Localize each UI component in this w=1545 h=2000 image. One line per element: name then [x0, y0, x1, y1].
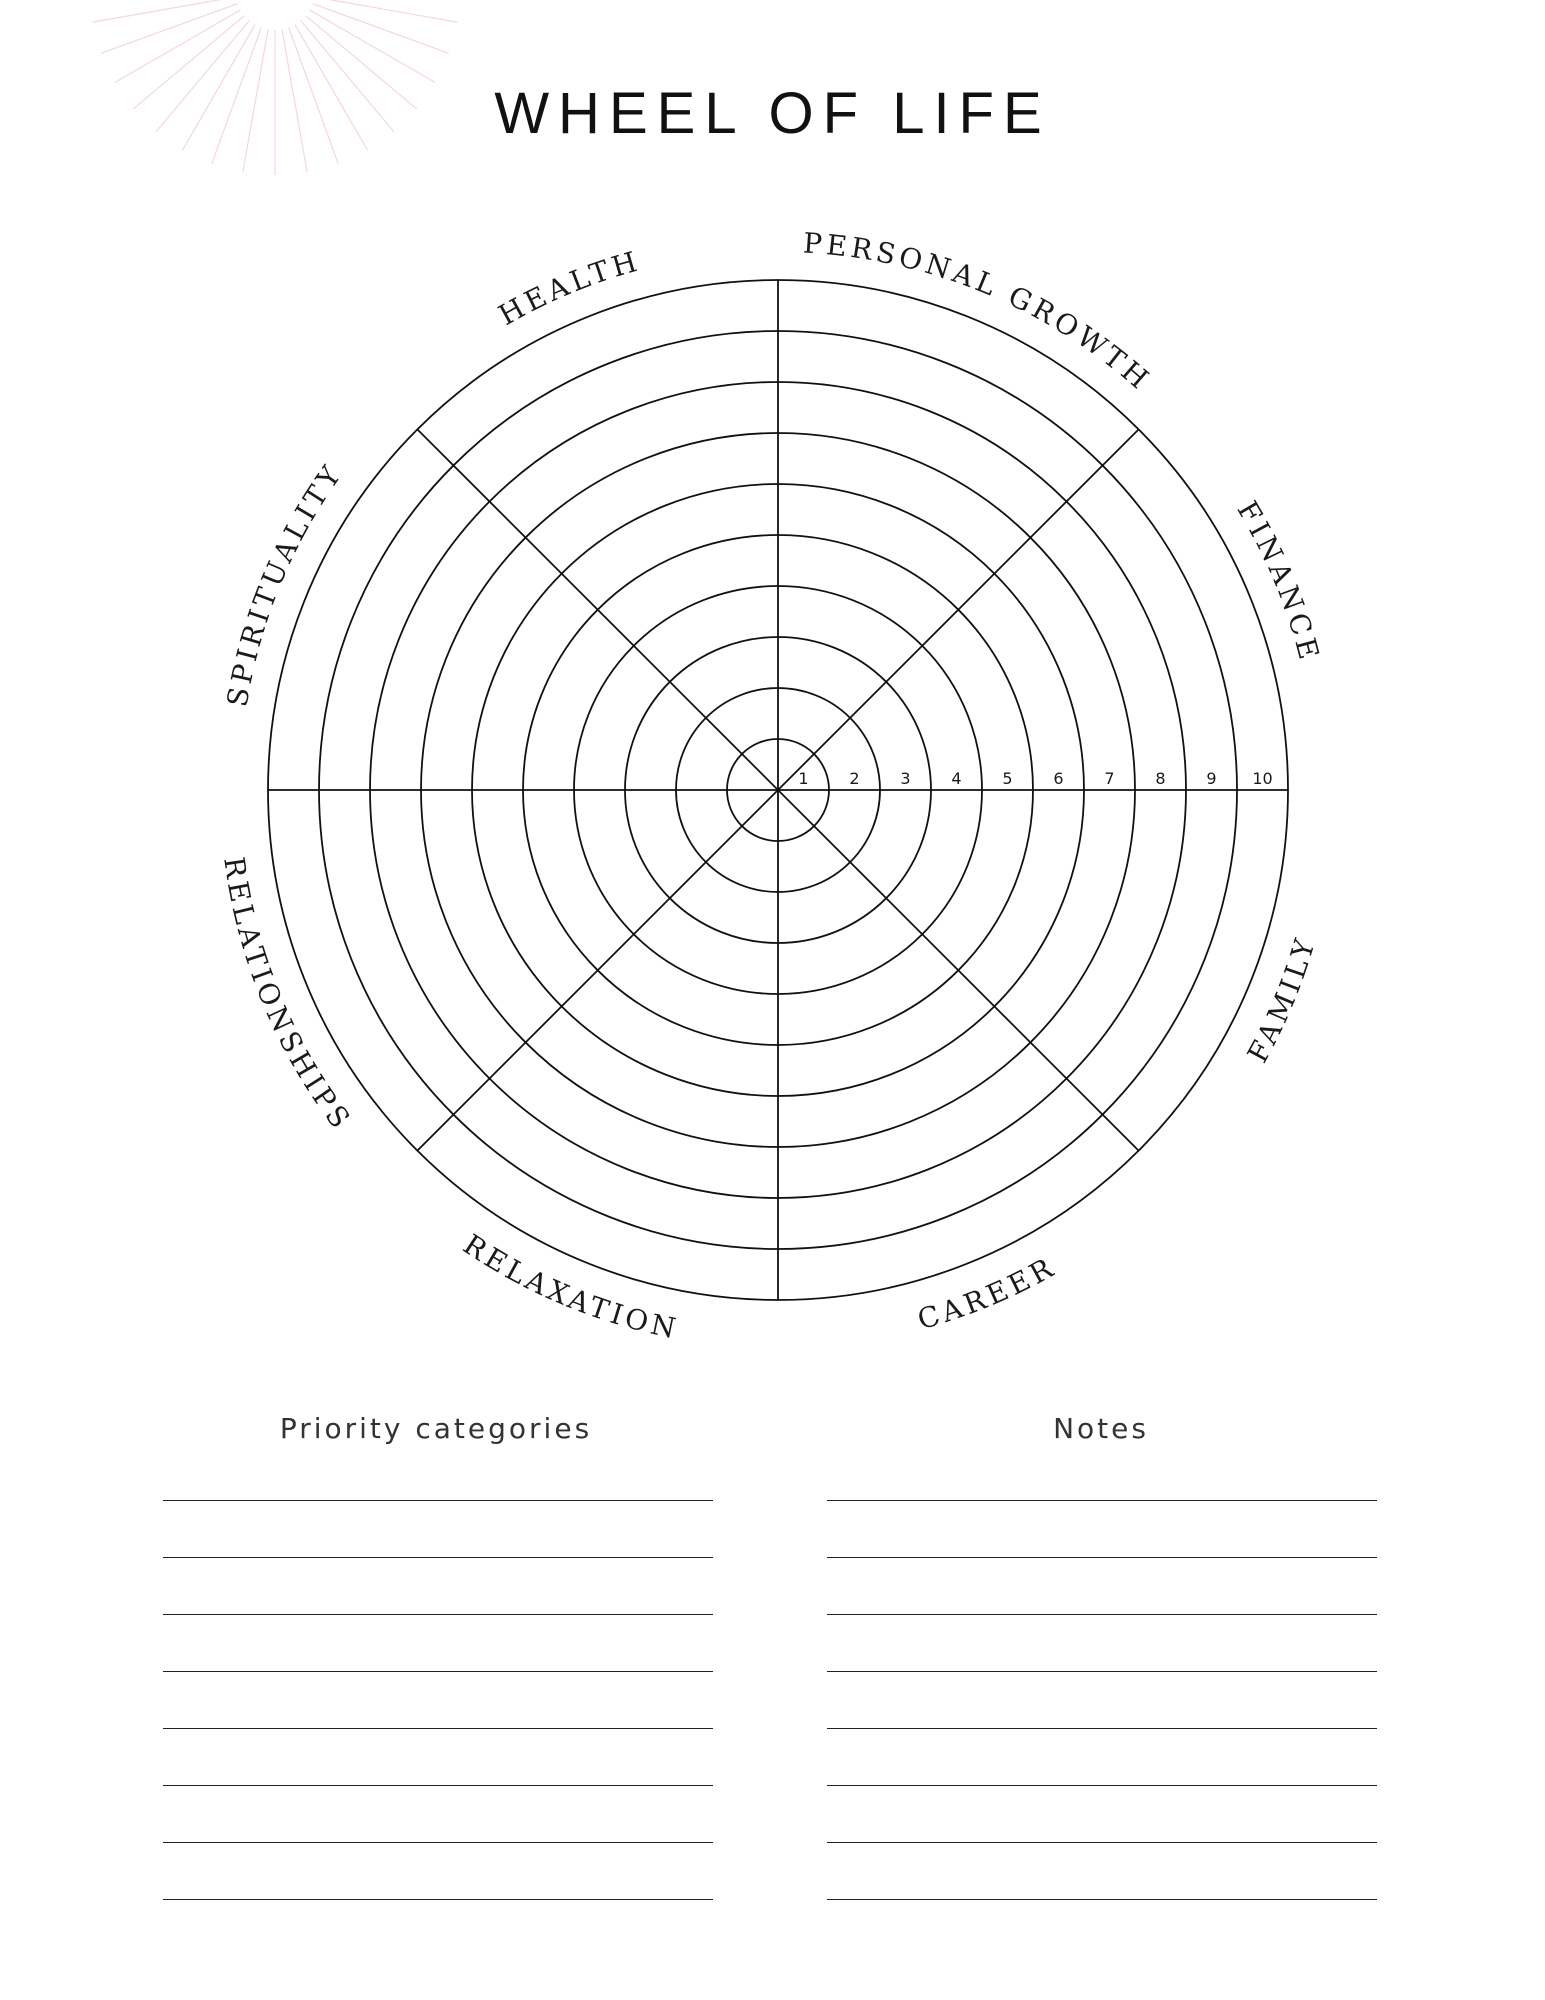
priority-categories-heading: Priority categories: [279, 1412, 593, 1445]
notes-line[interactable]: [827, 1899, 1377, 1900]
segment-label-family: FAMILY: [1240, 931, 1323, 1069]
scale-number-10: 10: [1252, 769, 1273, 788]
priority-line[interactable]: [163, 1842, 713, 1843]
scale-number-6: 6: [1053, 769, 1064, 788]
priority-line[interactable]: [163, 1785, 713, 1786]
priority-line[interactable]: [163, 1500, 713, 1501]
wheel-divider: [417, 429, 778, 790]
segment-label-relationships: RELATIONSHIPS: [217, 854, 359, 1138]
page-title: WHEEL OF LIFE: [494, 81, 1051, 146]
wheel-divider: [778, 790, 1139, 1151]
segment-label-finance: FINANCE: [1230, 495, 1327, 667]
notes-line[interactable]: [827, 1671, 1377, 1672]
segment-label-personal-growth: PERSONAL GROWTH: [802, 226, 1158, 398]
priority-line[interactable]: [163, 1899, 713, 1900]
segment-label-career: CAREER: [913, 1249, 1062, 1337]
priority-line[interactable]: [163, 1671, 713, 1672]
notes-line[interactable]: [827, 1500, 1377, 1501]
notes-line[interactable]: [827, 1785, 1377, 1786]
scale-number-7: 7: [1104, 769, 1115, 788]
scale-number-1: 1: [798, 769, 809, 788]
scale-number-4: 4: [951, 769, 962, 788]
scale-number-9: 9: [1206, 769, 1217, 788]
notes-line[interactable]: [827, 1614, 1377, 1615]
priority-line[interactable]: [163, 1557, 713, 1558]
scale-number-3: 3: [900, 769, 911, 788]
scale-number-5: 5: [1002, 769, 1013, 788]
wheel-divider: [417, 790, 778, 1151]
notes-line[interactable]: [827, 1557, 1377, 1558]
notes-line[interactable]: [827, 1728, 1377, 1729]
scale-number-8: 8: [1155, 769, 1166, 788]
priority-line[interactable]: [163, 1728, 713, 1729]
notes-line[interactable]: [827, 1842, 1377, 1843]
segment-label-relaxation: RELAXATION: [457, 1227, 683, 1346]
segment-label-health: HEALTH: [493, 244, 645, 332]
wheel-divider: [778, 429, 1139, 790]
scale-number-2: 2: [849, 769, 860, 788]
notes-heading: Notes: [1053, 1412, 1149, 1445]
priority-line[interactable]: [163, 1614, 713, 1615]
segment-label-spirituality: SPIRITUALITY: [220, 457, 350, 710]
